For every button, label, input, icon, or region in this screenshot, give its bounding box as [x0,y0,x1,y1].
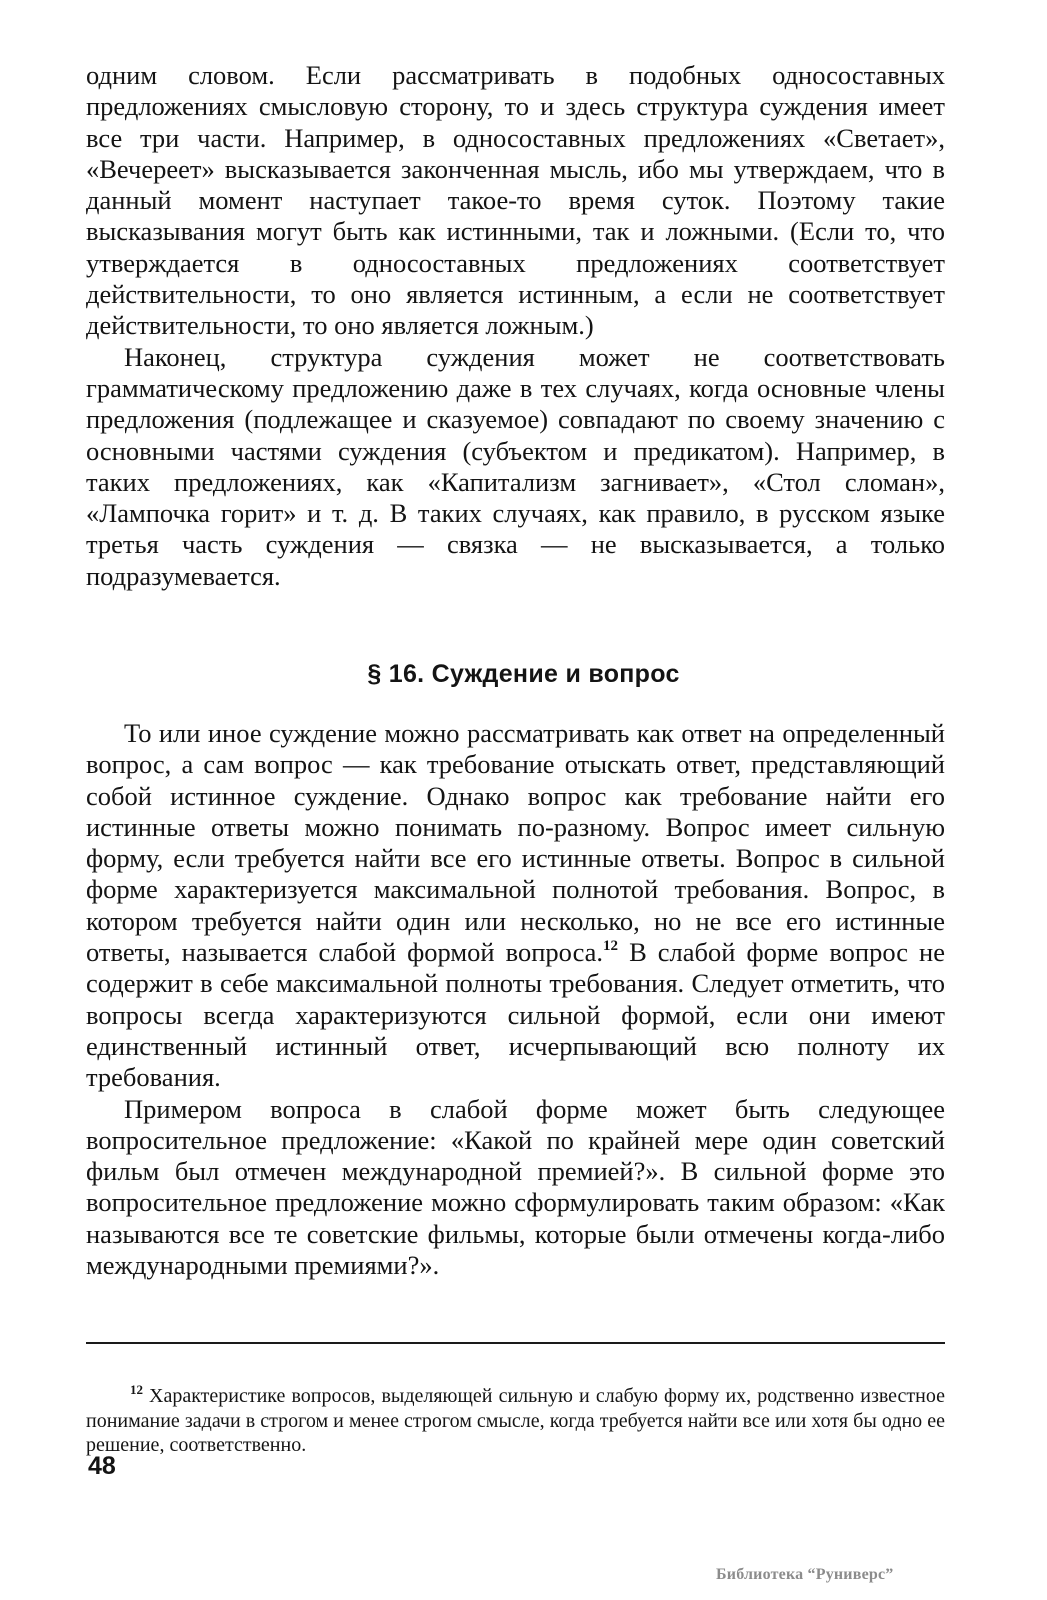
footnote-divider [86,1342,945,1344]
footnote-reference[interactable]: 12 [603,938,619,955]
footnote-text: Характеристике вопросов, выделяющей сильную и слабую форму их, родственно известное понимание задачи в строгом и менее строгом смысле, когда требуется найти все или хотя бы одно ее решение, соответственно. [86,1385,945,1456]
footnote [86,1378,945,1458]
paragraph: Примером вопроса в слабой форме может быть следующее вопросительное предложение: «Какой по крайней мере один советский фильм был отмечен международной премией?». В сильной форме это вопросительное предложение можно сформулировать таким образом: «Как называются все те советские фильмы, которые были отмечены когда-либо международными премиями?». [86,1093,945,1281]
paragraph-text: В слабой форме вопрос не содержит в себе максимальной полноты требования. Следует отметить, что вопросы всегда характеризуются сильной формой, если они имеют единственный истинный ответ, исчерпывающий всю полноту их требования. [86,937,945,1093]
paragraph: Наконец, структура суждения может не соответствовать грамматическому предложению даже в тех случаях, когда основные члены предложения (подлежащее и сказуемое) совпадают по своему значению с основными частями суждения (субъектом и предикатом). Например, в таких предложениях, как «Капитализм загнивает», «Стол сломан», «Лампочка горит» и т. д. В таких случаях, как правило, в русском языке третья часть суждения — связка — не высказывается, а только подразумевается. [86,341,945,591]
body-text-top [86,60,945,592]
library-watermark: Библиотека “Руниверс” [716,1566,894,1583]
footnote-number: 12 [130,1382,143,1397]
paragraph-continued: одним словом. Если рассматривать в подобных односоставных предложениях смысловую сторону, то и здесь структура суждения имеет все три части. Например, в односоставных предложениях «Светает», «Вечереет» высказывается законченная мысль, ибо мы утверждаем, что в данный момент наступает такое-то время суток. Поэтому такие высказывания могут быть как истинными, так и ложными. (Если то, что утверждается в односоставных предложениях соответствует действительности, то оно является истинным, а если не соответствует действительности, то оно является ложным.) [86,60,945,341]
section-heading: § 16. Суждение и вопрос [367,660,680,688]
paragraph [86,718,945,1094]
paragraph-text: То или иное суждение можно рассматривать как ответ на определенный вопрос, а сам вопрос — как требование отыскать ответ, представляющий собой истинное суждение. Однако вопрос как требование найти его истинные ответы можно понимать по-разному. Вопрос имеет сильную форму, если требуется найти все его истинные ответы. Вопрос в сильной форме характеризуется максимальной полнотой требования. Вопрос, в котором требуется найти один или несколько, но не все его истинные ответы, называется слабой формой вопроса. [86,718,945,968]
page-number: 48 [88,1452,116,1480]
section-body-text [86,718,945,1281]
